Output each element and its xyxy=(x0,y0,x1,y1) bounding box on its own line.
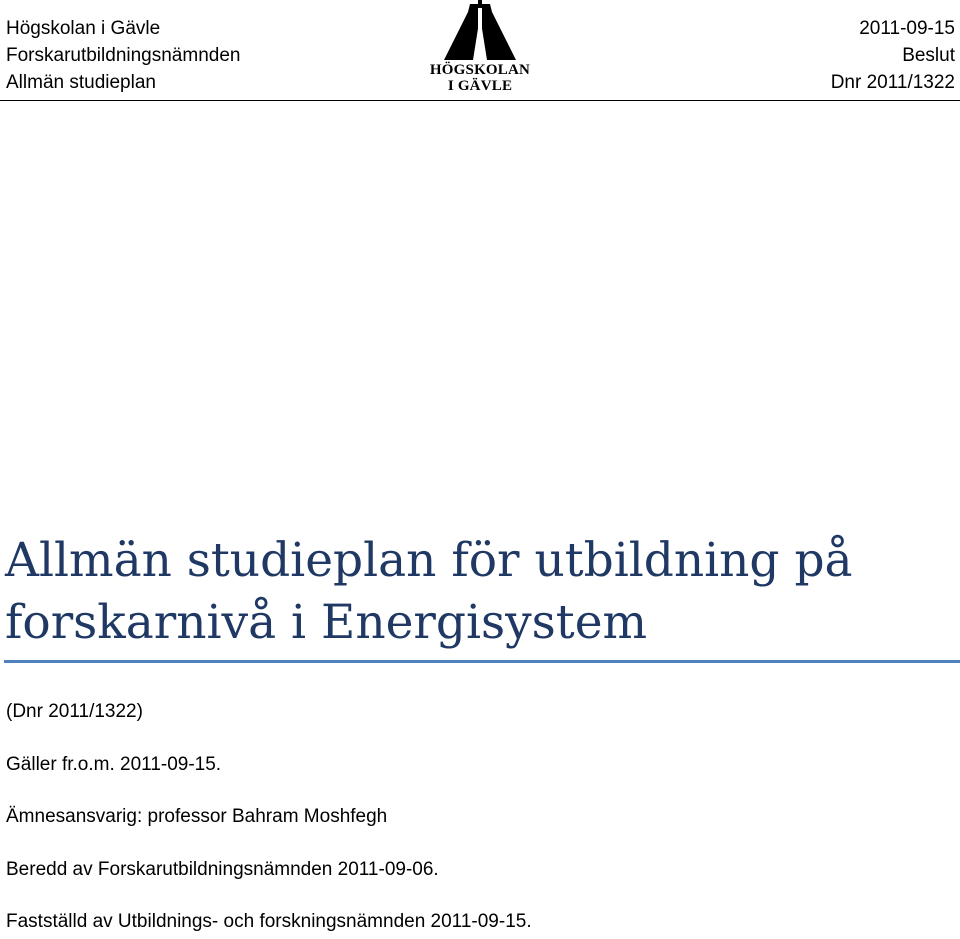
title-line-1: Allmän studieplan för utbildning på xyxy=(5,533,853,588)
document-number: Dnr 2011/1322 xyxy=(830,72,955,93)
header-divider xyxy=(0,100,960,101)
dnr-line: (Dnr 2011/1322) xyxy=(6,701,143,722)
document-type: Allmän studieplan xyxy=(6,72,156,93)
committee-name: Forskarutbildningsnämnden xyxy=(6,45,241,66)
header-right xyxy=(831,15,955,96)
header-left xyxy=(6,15,240,96)
document-title xyxy=(5,530,945,654)
document-status: Beslut xyxy=(902,45,955,66)
valid-from-line: Gäller fr.o.m. 2011-09-15. xyxy=(6,754,222,775)
logo-text-line1: HÖGSKOLAN xyxy=(429,62,531,78)
hogskolan-logo xyxy=(426,0,534,98)
logo-text-line2: I GÄVLE xyxy=(447,78,513,94)
title-underline xyxy=(4,660,960,663)
institution-name: Högskolan i Gävle xyxy=(6,18,161,39)
responsible-line: Ämnesansvarig: professor Bahram Moshfegh xyxy=(6,806,388,827)
hogskolan-logo-icon xyxy=(440,0,520,62)
prepared-line: Beredd av Forskarutbildningsnämnden 2011-09-06. xyxy=(6,859,439,880)
document-date: 2011-09-15 xyxy=(859,18,955,39)
title-line-2: forskarnivå i Energisystem xyxy=(5,595,648,650)
approved-line: Fastställd av Utbildnings- och forskningsnämnden 2011-09-15. xyxy=(6,911,532,932)
page-header xyxy=(0,0,960,102)
